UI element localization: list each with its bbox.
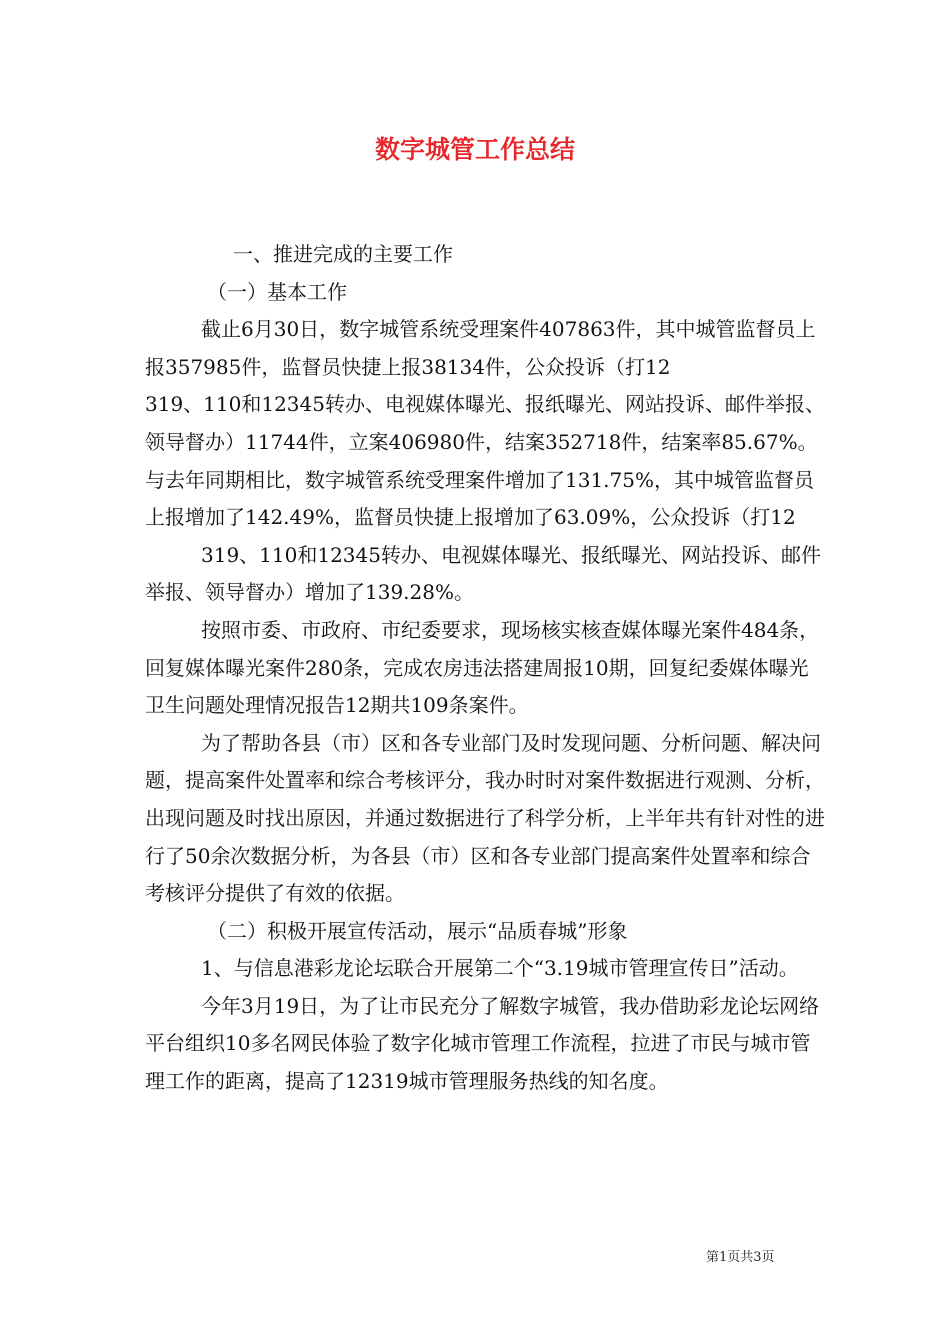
page-number: 第1页共3页 [706,1250,775,1265]
paragraph: 为了帮助各县（市）区和各专业部门及时发现问题、分析问题、解决问题，提高案件处置率和综合考核评分，我办时时对案件数据进行观测、分析，出现问题及时找出原因，并通过数据进行了科学分析，上半年共有针对性的进行了50余次数据分析，为各县（市）区和各专业部门提高案件处置率和综合考核评分提供了有效的依据。 [145,730,825,906]
paragraph: 按照市委、市政府、市纪委要求，现场核实核查媒体曝光案件484条，回复媒体曝光案件280条，完成农房违法搭建周报10期，回复纪委媒体曝光卫生问题处理情况报告12期共109条案件。 [145,617,820,718]
section-heading: 一、推进完成的主要工作 [233,242,453,266]
paragraph: 今年3月19日，为了让市民充分了解数字城管，我办借助彩龙论坛网络平台组织10多名网民体验了数字化城市管理工作流程，拉进了市民与城市管理工作的距离，提高了12319城市管理服务热线的知名度。 [145,993,820,1094]
document-body [145,236,825,1101]
paragraph-continuation: 319、110和12345转办、电视媒体曝光、报纸曝光、网站投诉、邮件举报、领导督办）11744件，立案406980件，结案352718件，结案率85.67%。与去年同期相比，数字城管系统受理案件增加了131.75%，其中城管监督员上报增加了142.49%，监督员快捷上报增加了63.09%，公众投诉（打12 [145,392,825,530]
subsection-heading: （一）基本工作 [207,279,347,304]
paragraph: 截止6月30日，数字城管系统受理案件407863件，其中城管监督员上报357985件，监督员快捷上报38134件，公众投诉（打12 [145,317,816,379]
paragraph-continuation: 319、110和12345转办、电视媒体曝光、报纸曝光、网站投诉、邮件举报、领导督办）增加了139.28%。 [145,542,821,605]
document-title: 数字城管工作总结 [374,135,575,164]
paragraph: 1、与信息港彩龙论坛联合开展第二个“3.19城市管理宣传日”活动。 [201,956,799,981]
subsection-heading: （二）积极开展宣传活动，展示“品质春城”形象 [207,918,628,943]
